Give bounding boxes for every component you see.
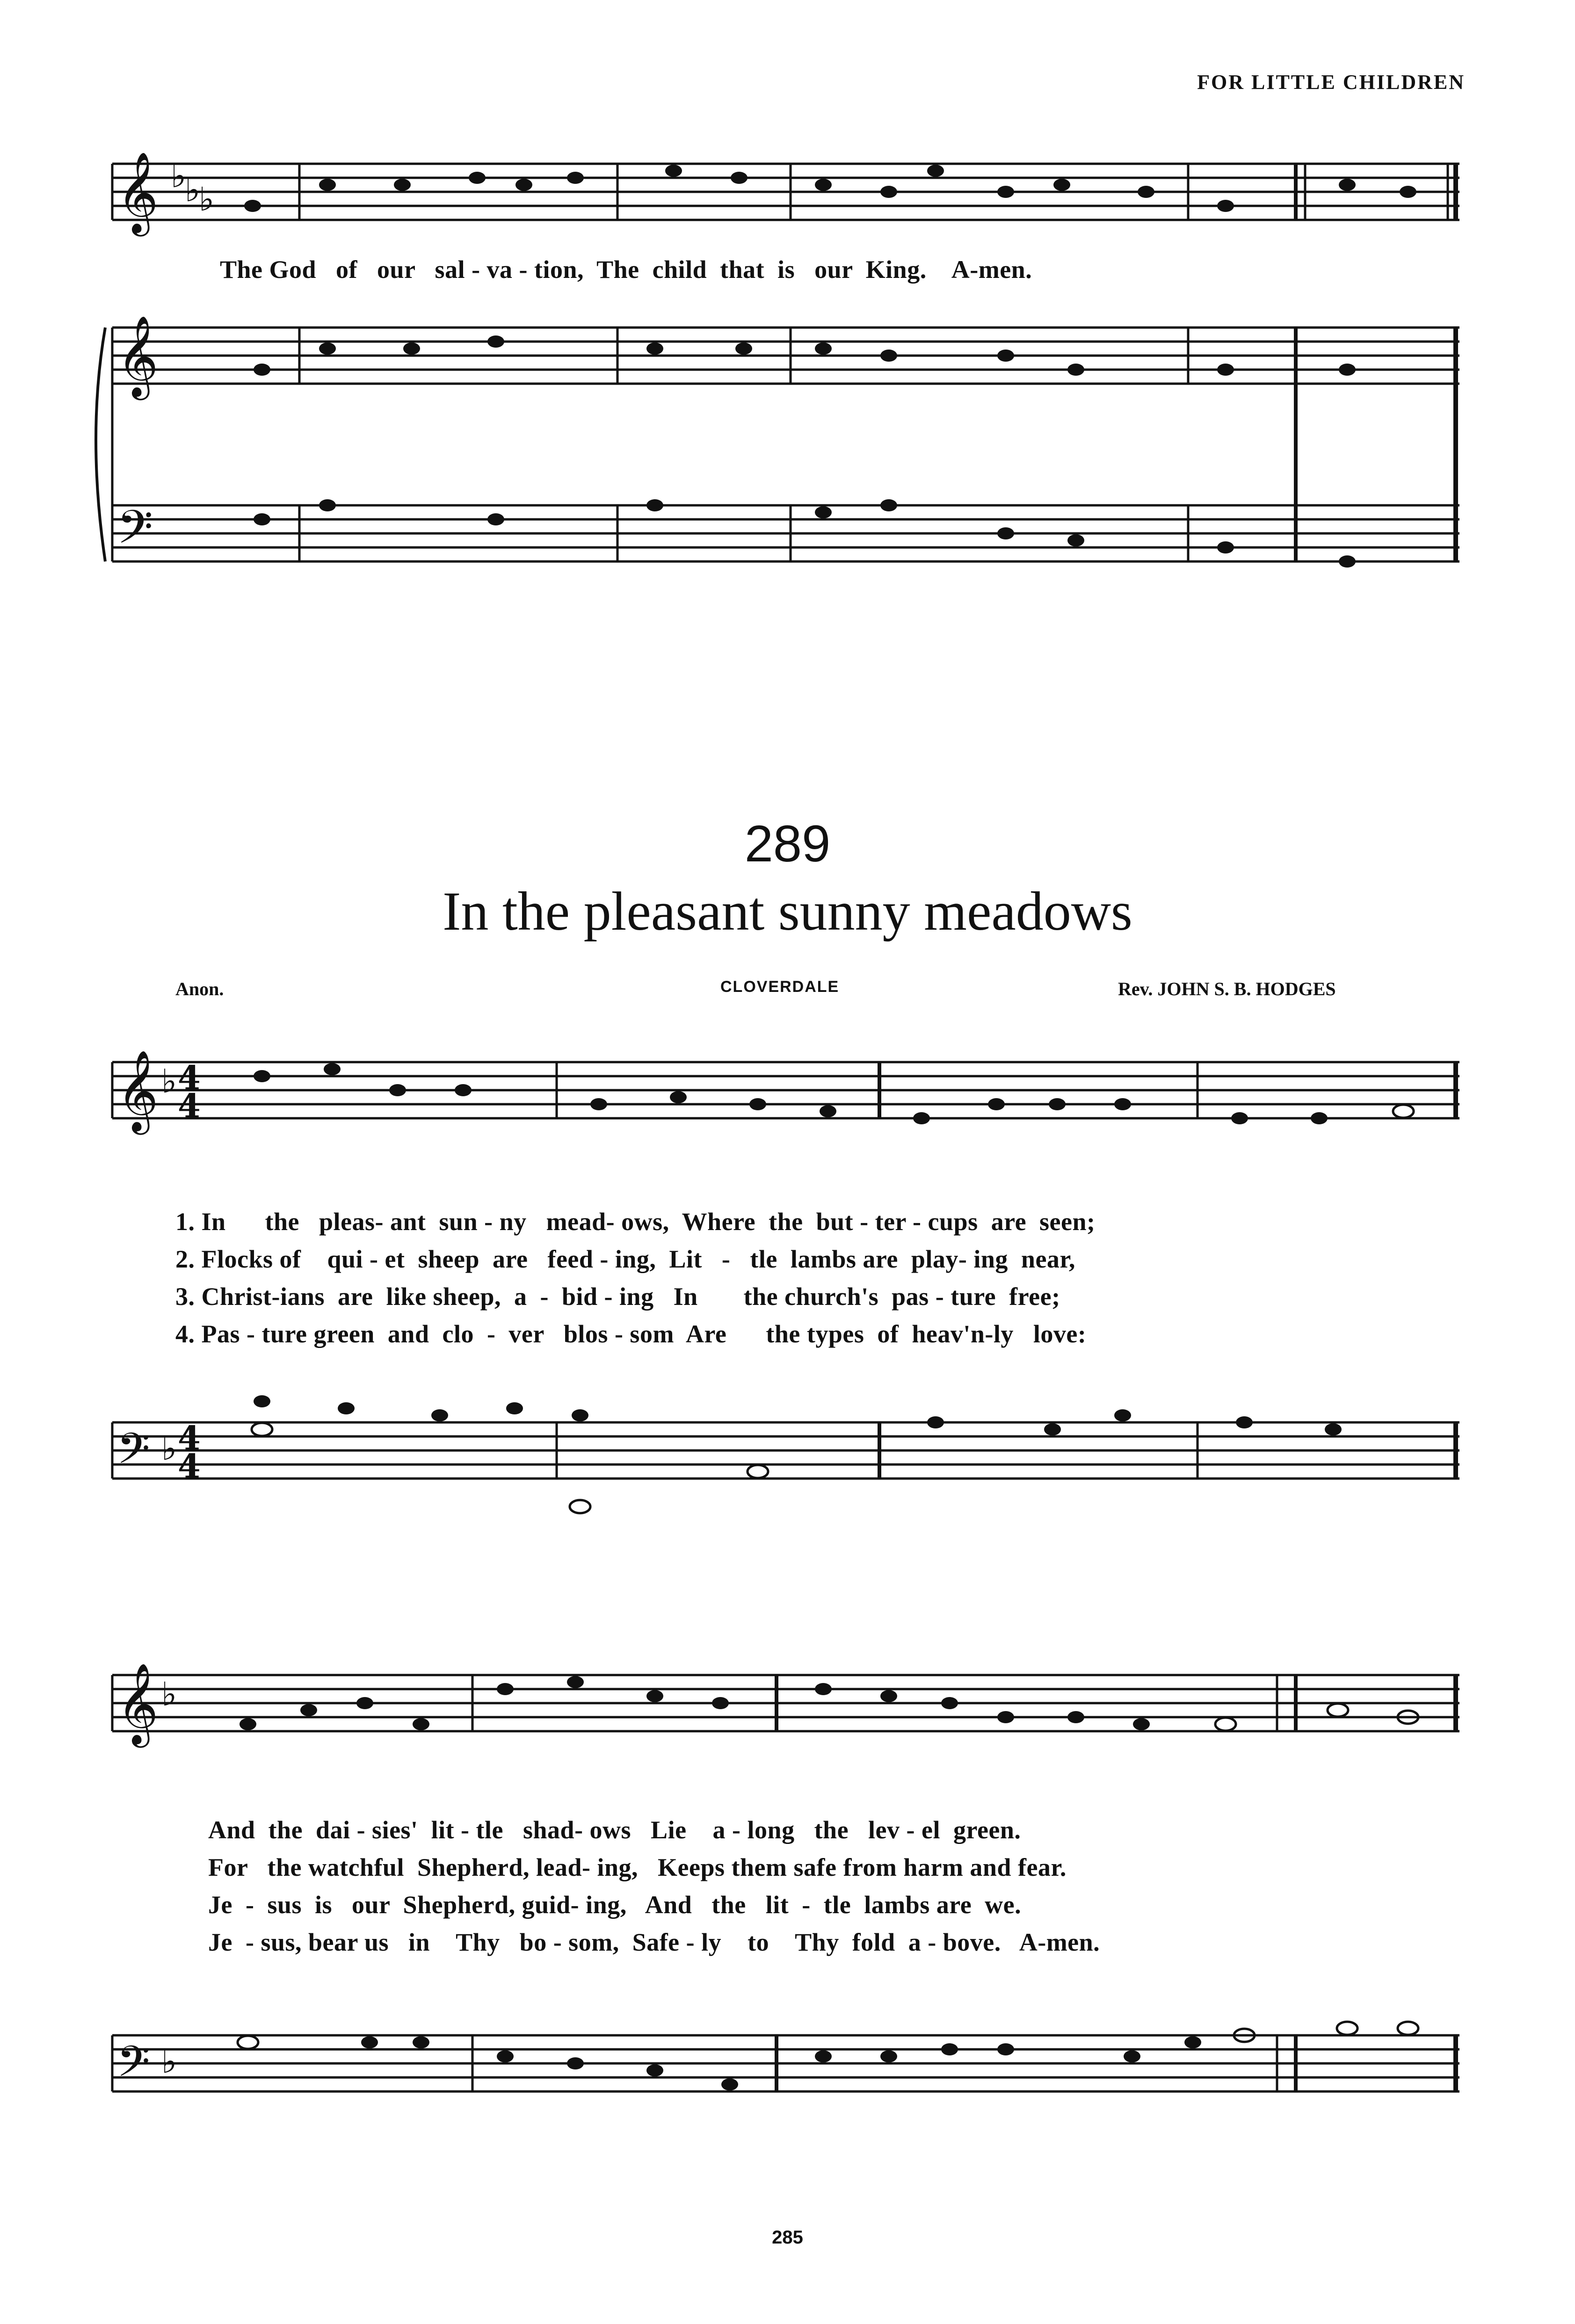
page-number: 285 (772, 2227, 803, 2248)
svg-text:♭: ♭ (161, 1062, 177, 1100)
svg-text:𝄞: 𝄞 (117, 315, 159, 397)
svg-text:4: 4 (178, 1419, 201, 1457)
svg-text:♭: ♭ (185, 171, 201, 209)
verse-4-line-2: Je - sus, bear us in Thy bo - som, Safe - ly to Thy fold a - bove. A-men. (208, 1928, 1100, 1956)
section-heading: FOR LITTLE CHILDREN (1197, 71, 1465, 94)
prev-hymn-lyric: The God of our sal - va - tion, The child that is our King. A-men. (220, 255, 1032, 284)
verse-3-line-2: Je - sus is our Shepherd, guid- ing, And the lit - tle lambs are we. (208, 1891, 1022, 1919)
hymn-tune: CLOVERDALE (720, 978, 840, 996)
hymn-number: 289 (744, 815, 831, 873)
svg-text:♭: ♭ (161, 1429, 177, 1468)
svg-text:𝄞: 𝄞 (117, 152, 159, 233)
prev-accompaniment-staves (0, 299, 1575, 688)
svg-text:𝄞: 𝄞 (117, 1050, 159, 1131)
system2-bass-staff (0, 1998, 1575, 2138)
svg-text:𝄢: 𝄢 (117, 1424, 150, 1484)
system1-treble-staff (0, 1034, 1575, 1202)
verse-4-line-1: 4. Pas - ture green and clo - ver blos - som Are the types of heav'n-ly love: (175, 1320, 1087, 1348)
svg-text:4: 4 (178, 1447, 201, 1486)
verse-1-line-2: And the dai - sies' lit - tle shad- ows Lie a - long the lev - el green. (208, 1816, 1021, 1844)
verse-2-line-1: 2. Flocks of qui - et sheep are feed - ing, Lit - tle lambs are play- ing near, (175, 1245, 1075, 1273)
svg-text:4: 4 (178, 1086, 201, 1125)
system1-bass-drawing (0, 1385, 1575, 1553)
system2-treble-staff (0, 1647, 1575, 1797)
svg-text:4: 4 (178, 1058, 201, 1097)
prev-accompaniment-drawing (0, 299, 1575, 688)
svg-text:𝄞: 𝄞 (117, 1663, 159, 1744)
system2-treble-drawing (0, 1647, 1575, 1797)
hymn-author: Anon. (175, 978, 224, 999)
hymn-composer: Rev. JOHN S. B. HODGES (1118, 978, 1336, 999)
prev-melody-staff-drawing (0, 136, 1575, 243)
svg-text:♭: ♭ (199, 180, 215, 219)
hymn-title: In the pleasant sunny meadows (443, 881, 1132, 942)
verse-1-line-1: 1. In the pleas- ant sun - ny mead- ows, Where the but - ter - cups are seen; (175, 1208, 1096, 1236)
svg-text:♭: ♭ (161, 2042, 177, 2081)
system1-treble-drawing (0, 1034, 1575, 1202)
prev-melody-staff (0, 136, 1575, 243)
svg-text:♭: ♭ (161, 1675, 177, 1713)
svg-text:𝄢: 𝄢 (117, 2037, 150, 2097)
svg-text:♭: ♭ (171, 157, 187, 195)
verse-2-line-2: For the watchful Shepherd, lead- ing, Keeps them safe from harm and fear. (208, 1853, 1067, 1881)
verse-3-line-1: 3. Christ-ians are like sheep, a - bid - ing In the church's pas - ture free; (175, 1282, 1060, 1311)
system2-bass-drawing (0, 1998, 1575, 2138)
system1-bass-staff (0, 1385, 1575, 1553)
svg-text:𝄢: 𝄢 (117, 501, 153, 566)
